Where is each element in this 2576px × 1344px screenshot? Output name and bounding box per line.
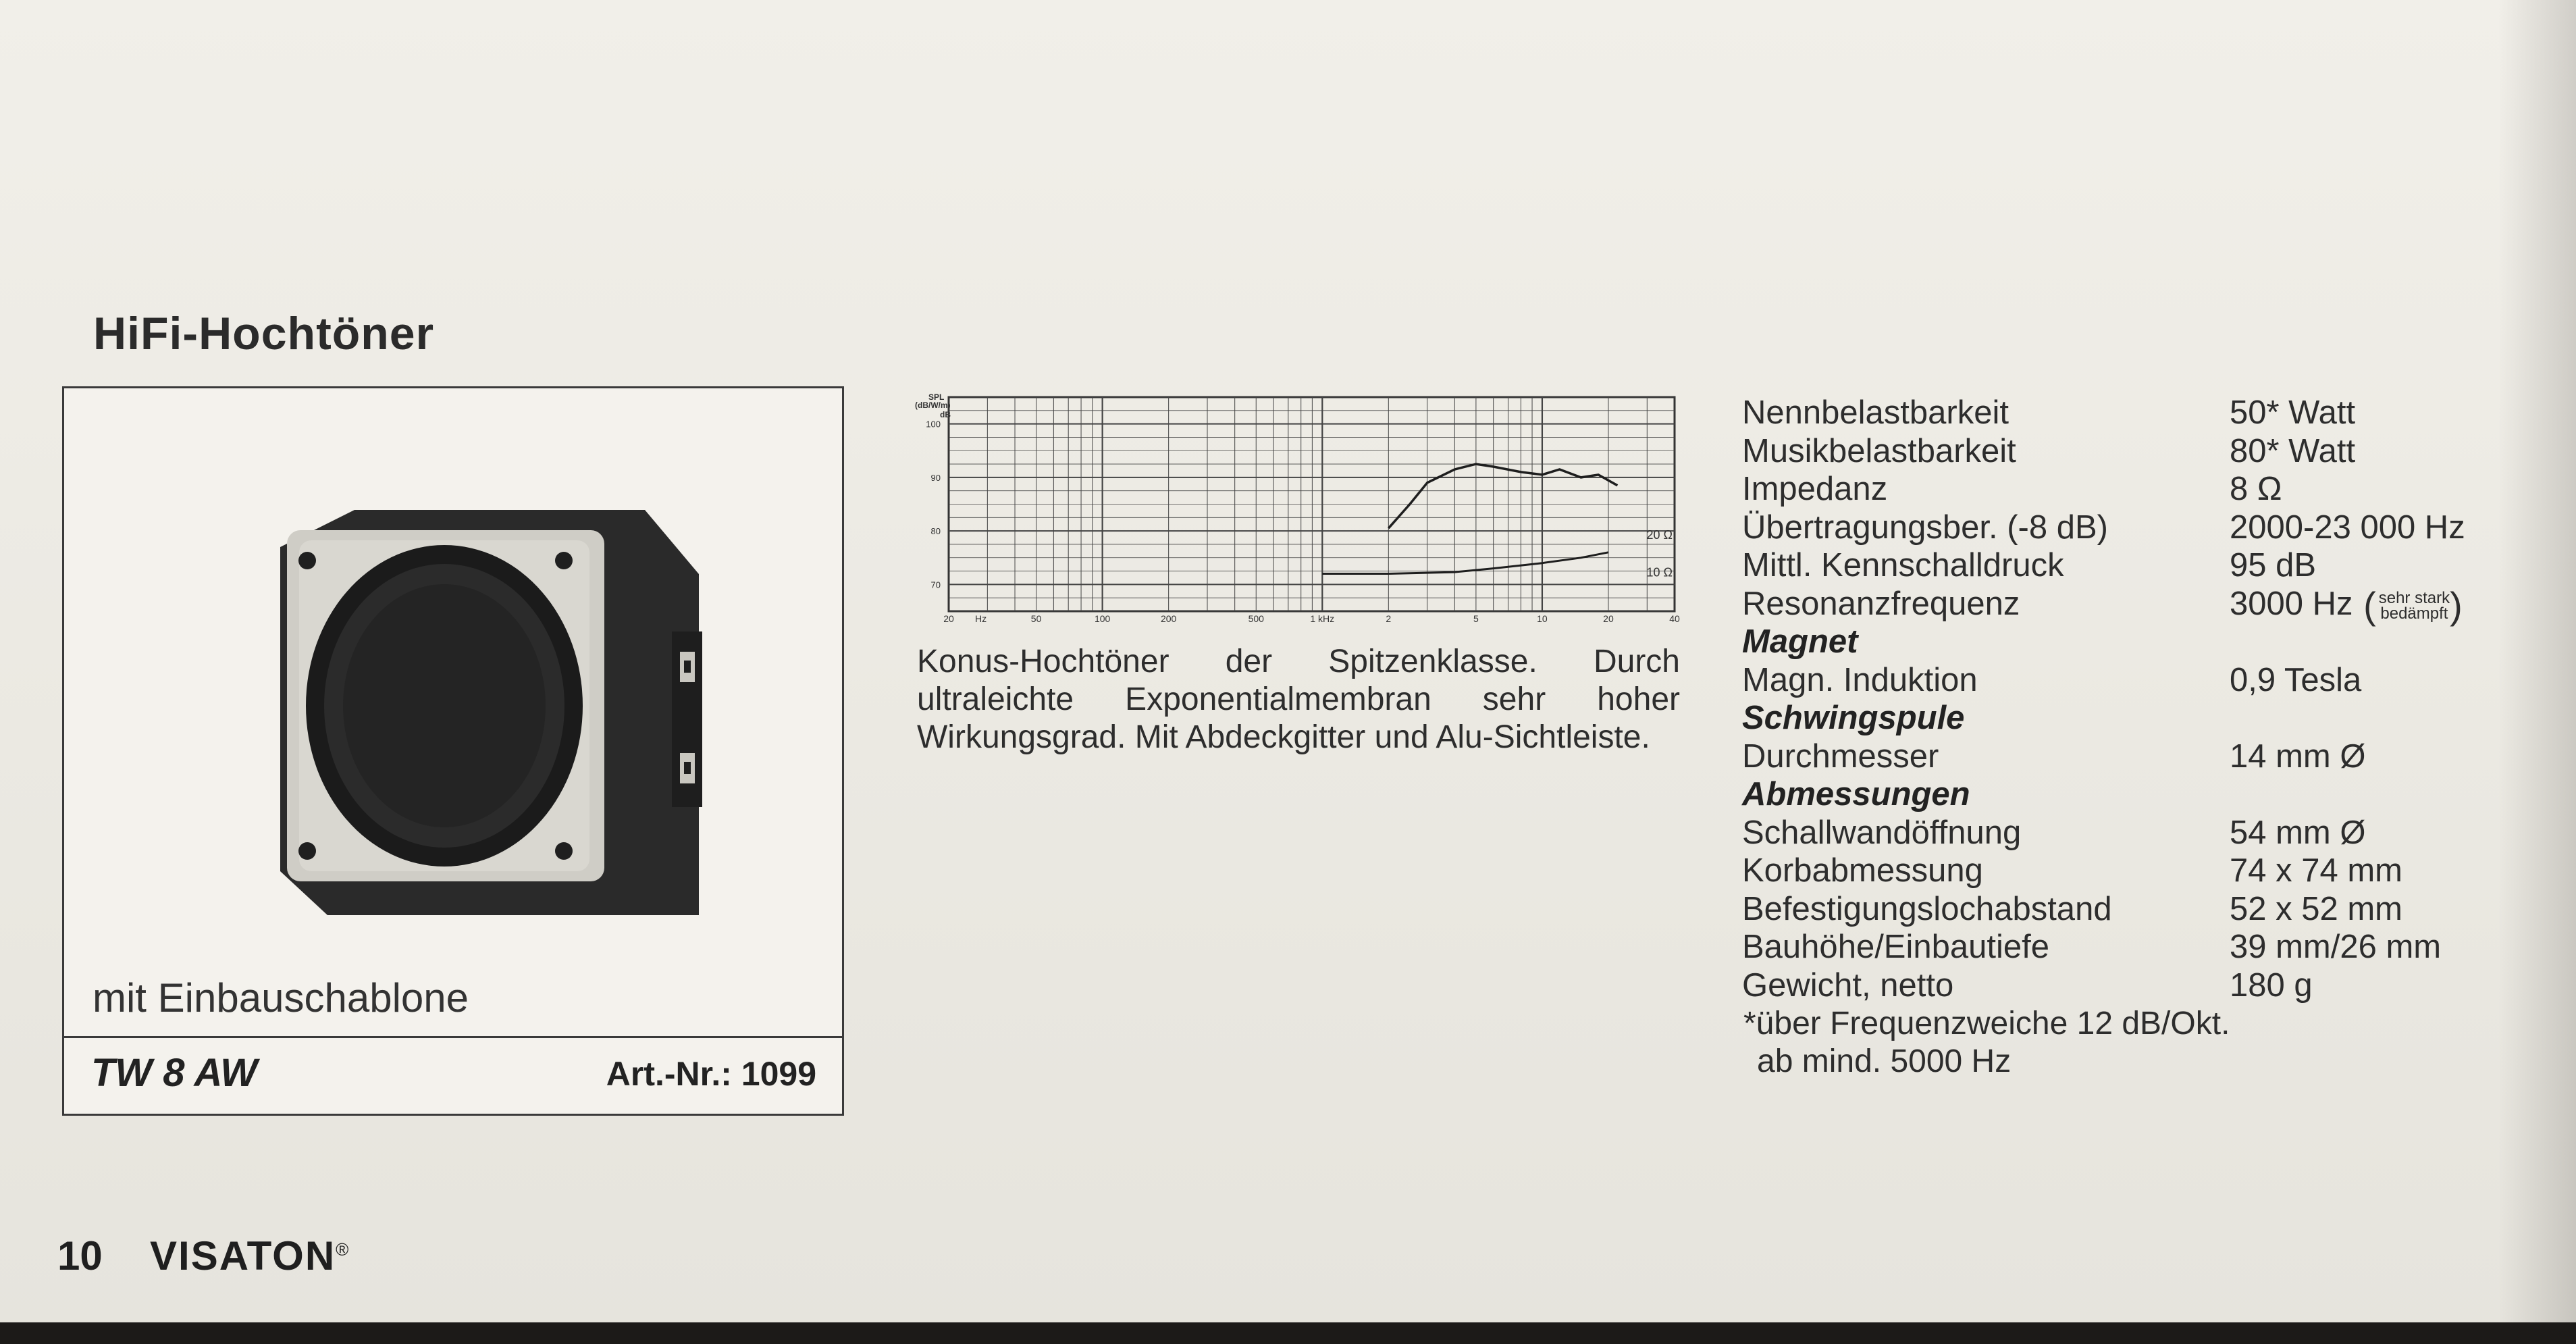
x-tick-label: 100 xyxy=(1094,613,1111,624)
spec-label: Magn. Induktion xyxy=(1742,661,1978,698)
spec-label: Gewicht, netto xyxy=(1742,966,1954,1004)
spec-value-text: 74 x 74 mm xyxy=(2230,852,2402,889)
spec-label: Resonanzfrequenz xyxy=(1742,585,2020,622)
spec-row xyxy=(1742,966,2498,1005)
spec-footnote xyxy=(1743,1005,2230,1081)
x-tick-label: 10 xyxy=(1537,613,1548,624)
section-heading: HiFi-Hochtöner xyxy=(93,308,435,359)
spec-value xyxy=(2230,470,2282,509)
spec-value xyxy=(2230,928,2441,966)
spec-value xyxy=(2230,890,2402,929)
spec-value-text: 52 x 52 mm xyxy=(2230,890,2402,927)
spec-value xyxy=(2230,585,2463,625)
x-tick-label: 500 xyxy=(1248,613,1264,624)
spec-label: Impedanz xyxy=(1742,471,1888,507)
x-tick-label: 20 xyxy=(943,613,954,624)
resonance-note xyxy=(2379,590,2450,621)
chart-impedance-labels xyxy=(1647,528,1673,579)
spec-row xyxy=(1742,394,2498,432)
spec-value-text: 50* Watt xyxy=(2230,394,2356,431)
spec-value-text: 54 mm Ø xyxy=(2230,814,2366,851)
x-tick-label: 20 xyxy=(1603,613,1614,624)
brand-name: VISATON xyxy=(150,1233,336,1278)
spec-value-text: 2000-23 000 Hz xyxy=(2230,509,2465,546)
note-paren-close: ) xyxy=(2450,584,2463,627)
footnote-line-2: ab mind. 5000 Hz xyxy=(1757,1043,2012,1079)
page-bottom-edge xyxy=(0,1322,2576,1344)
spec-value-text: 180 g xyxy=(2230,966,2313,1004)
spec-row xyxy=(1742,546,2498,585)
impedance-label: 20 Ω xyxy=(1646,528,1673,542)
spec-value-text: 0,9 Tesla xyxy=(2230,661,2362,698)
spec-row xyxy=(1742,509,2498,547)
spec-label: Übertragungsber. (-8 dB) xyxy=(1742,509,2108,546)
impedance-label: 10 Ω xyxy=(1646,565,1673,579)
spec-group-title: Magnet xyxy=(1742,623,1858,660)
spec-value xyxy=(2230,852,2402,890)
page-number: 10 xyxy=(57,1233,103,1278)
x-tick-label: 1 kHz xyxy=(1310,613,1335,624)
y-axis-unit-label: (dB/W/m) xyxy=(915,400,951,410)
spec-value-text: 14 mm Ø xyxy=(2230,738,2366,775)
spec-value xyxy=(2230,814,2365,852)
impedance-line xyxy=(1322,552,1608,574)
spec-row xyxy=(1742,738,2498,776)
note-line-2: bedämpft xyxy=(2380,604,2448,623)
spec-row xyxy=(1742,814,2498,852)
x-tick-label: Hz xyxy=(975,613,987,624)
spec-group-heading xyxy=(1742,623,2498,661)
product-footer xyxy=(64,1036,842,1114)
model-name: TW 8 AW xyxy=(91,1051,257,1095)
product-description: Konus-Hochtöner der Spitzenklasse. Durch ultraleichte Exponentialmembran sehr hoher Wirkungsgrad. Mit Abdeckgitter und Alu-Sichtleiste. xyxy=(917,644,1680,755)
spec-row xyxy=(1742,661,2498,700)
spec-label: Bauhöhe/Einbautiefe xyxy=(1742,929,2049,965)
footnote-line-1: *über Frequenzweiche 12 dB/Okt. xyxy=(1743,1006,2230,1041)
spec-value xyxy=(2230,509,2465,547)
spec-row xyxy=(1742,470,2498,509)
spec-value-text: 39 mm/26 mm xyxy=(2230,929,2442,965)
page-fold-shadow xyxy=(2498,0,2576,1344)
spec-value-text: 95 dB xyxy=(2230,547,2317,584)
spec-row xyxy=(1742,852,2498,890)
spec-group-heading xyxy=(1742,775,2498,814)
frequency-response-chart xyxy=(891,392,1680,631)
spec-label: Korbabmessung xyxy=(1742,852,1983,889)
chart-series xyxy=(1322,464,1617,573)
spec-label: Durchmesser xyxy=(1742,738,1939,775)
spec-row xyxy=(1742,584,2498,627)
x-tick-label: 5 xyxy=(1473,613,1479,624)
spec-row xyxy=(1742,432,2498,471)
spec-value xyxy=(2230,432,2355,471)
frequency-response-line xyxy=(1388,464,1617,528)
y-tick-label: 100 xyxy=(926,419,941,430)
spec-label: Musikbelastbarkeit xyxy=(1742,432,2016,469)
spec-group-title: Abmessungen xyxy=(1742,776,1970,812)
spec-label: Nennbelastbarkeit xyxy=(1742,394,2009,431)
tweeter-photo xyxy=(267,493,726,912)
x-tick-label: 2 xyxy=(1386,613,1392,624)
y-axis-unit-label: dB xyxy=(940,410,951,419)
spec-row xyxy=(1742,890,2498,929)
spec-value xyxy=(2230,394,2355,432)
brand-logo xyxy=(150,1233,350,1279)
spec-row xyxy=(1742,928,2498,966)
spec-group-heading xyxy=(1742,699,2498,738)
y-tick-label: 90 xyxy=(930,472,941,483)
brand-registered-mark: ® xyxy=(336,1239,350,1260)
spec-value xyxy=(2230,738,2365,776)
spec-value xyxy=(2230,546,2316,585)
chart-grid xyxy=(949,397,1675,611)
y-axis-unit-label: SPL xyxy=(928,392,945,402)
y-tick-label: 80 xyxy=(930,526,941,537)
x-tick-label: 50 xyxy=(1030,613,1042,624)
spec-value xyxy=(2230,966,2313,1005)
note-paren-open: ( xyxy=(2352,584,2376,627)
product-box xyxy=(62,386,844,1116)
spec-label: Schallwandöffnung xyxy=(1742,814,2022,851)
spec-label: Mittl. Kennschalldruck xyxy=(1742,547,2064,584)
spec-value xyxy=(2230,661,2361,700)
y-tick-label: 70 xyxy=(930,579,941,590)
chart-y-axis-labels xyxy=(915,392,951,590)
spec-value-text: 8 Ω xyxy=(2230,471,2282,507)
x-tick-label: 200 xyxy=(1160,613,1177,624)
spec-label: Befestigungslochabstand xyxy=(1742,890,2112,927)
spec-group-title: Schwingspule xyxy=(1742,700,1965,736)
article-number: Art.-Nr.: 1099 xyxy=(606,1055,816,1093)
chart-x-axis-labels xyxy=(943,613,1680,624)
spec-value-text: 3000 Hz xyxy=(2230,585,2353,622)
product-caption: mit Einbauschablone xyxy=(93,975,469,1020)
spec-table xyxy=(1742,394,2498,1004)
spec-value-text: 80* Watt xyxy=(2230,432,2356,469)
note-line-1: sehr stark xyxy=(2378,588,2450,607)
x-tick-label: 40 xyxy=(1669,613,1680,624)
